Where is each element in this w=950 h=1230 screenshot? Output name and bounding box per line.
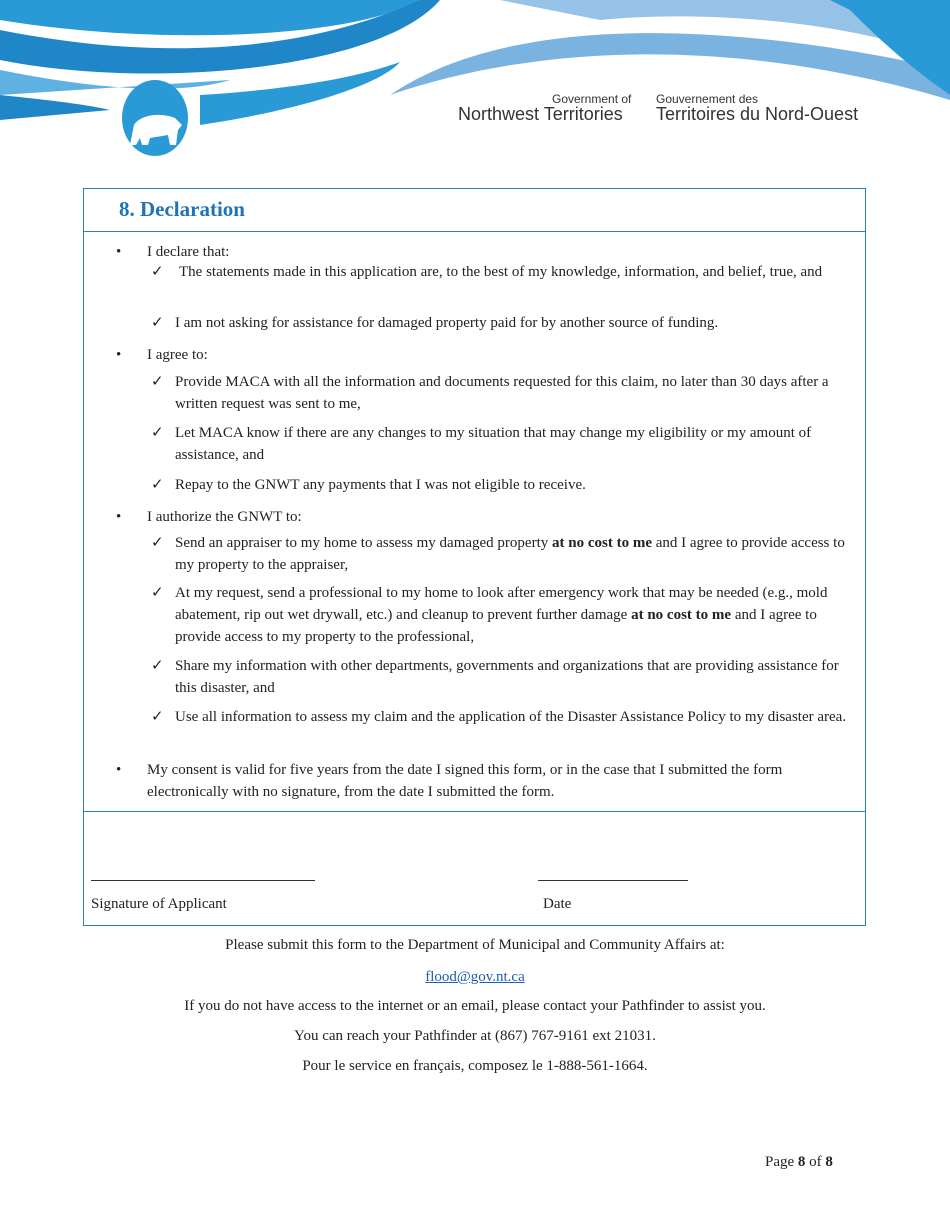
date-label: Date [543, 896, 572, 912]
authorize-item: ✓ Share my information with other departments, governments and organizations that are providing assistance for this disaster, and [175, 655, 860, 699]
checkmark-icon: ✓ [151, 477, 164, 493]
consent-text: • My consent is valid for five years from the date I signed this form, or in the case that I submitted the form electronically with no signature, from the date I submitted the form. [147, 759, 859, 803]
agree-item: ✓ Let MACA know if there are any changes to my situation that may change my eligibility or my amount of assistance, and [175, 422, 860, 466]
authorize-item: ✓ At my request, send a professional to my home to look after emergency work that may be needed (e.g., mold abatement, rip out wet drywall, etc.) and cleanup to prevent further damage at no cost to me and I agree to provide access to my property to the professional, [175, 582, 860, 648]
no-access-text: If you do not have access to the internet or an email, please contact your Pathfinder to assist you. [184, 998, 766, 1014]
authorize-item: ✓ Use all information to assess my claim and the application of the Disaster Assistance Policy to my disaster area. [175, 706, 860, 728]
gnwt-header-banner [0, 0, 950, 160]
checkmark-icon: ✓ [151, 374, 164, 390]
checkmark-icon: ✓ [151, 264, 164, 280]
date-line[interactable] [538, 880, 688, 881]
gov-fr: Territoires du Nord-Ouest [656, 104, 859, 124]
authorize-label: • I authorize the GNWT to: [147, 506, 859, 528]
declare-item: ✓ I am not asking for assistance for damaged property paid for by another source of funding. [175, 312, 860, 334]
agree-item: ✓ Provide MACA with all the information and documents requested for this claim, no later than 30 days after a written request was sent to me, [175, 371, 860, 415]
divider [83, 231, 866, 232]
checkmark-icon: ✓ [151, 585, 164, 601]
checkmark-icon: ✓ [151, 315, 164, 331]
checkmark-icon: ✓ [151, 535, 164, 551]
checkmark-icon: ✓ [151, 425, 164, 441]
signature-label: Signature of Applicant [91, 896, 227, 912]
checkmark-icon: ✓ [151, 709, 164, 725]
french-service-text: Pour le service en français, composez le 1-888-561-1664. [302, 1058, 648, 1074]
divider [83, 811, 866, 812]
signature-line[interactable] [91, 880, 315, 881]
declare-label: • I declare that: [147, 241, 859, 263]
pathfinder-text: You can reach your Pathfinder at (867) 767-9161 ext 21031. [294, 1028, 656, 1044]
gov-en: Northwest Territories [458, 104, 623, 124]
section-title: 8. Declaration [119, 197, 245, 221]
checkmark-icon: ✓ [151, 658, 164, 674]
gov-en-small: Government of [552, 92, 632, 106]
submit-text: Please submit this form to the Department of Municipal and Community Affairs at: [225, 937, 725, 953]
declare-item: ✓ The statements made in this application are, to the best of my knowledge, information, and belief, true, and [175, 261, 860, 283]
email-link[interactable]: flood@gov.nt.ca [425, 969, 525, 985]
agree-item: ✓ Repay to the GNWT any payments that I was not eligible to receive. [175, 474, 860, 496]
gov-fr-small: Gouvernement des [656, 92, 759, 106]
page-number: Page 8 of 8 [765, 1154, 833, 1170]
authorize-item: ✓ Send an appraiser to my home to assess my damaged property at no cost to me and I agree to provide access to my property to the appraiser, [175, 532, 860, 576]
agree-label: • I agree to: [147, 344, 859, 366]
